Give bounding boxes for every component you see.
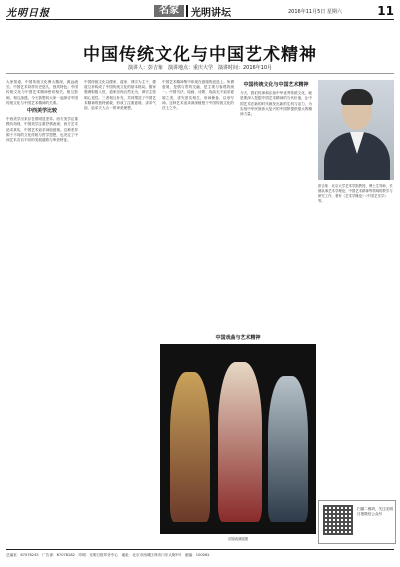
qr-code-icon[interactable] xyxy=(323,505,353,535)
photo-title: 中国戏曲与艺术精神 xyxy=(160,332,316,344)
section-sub-label: 光明讲坛 xyxy=(191,7,231,19)
article-column-4 xyxy=(240,80,312,326)
article-column-1 xyxy=(6,80,78,540)
article-byline: 演讲人：彭吉象 演讲地点：重庆大学 演讲时间：2016年10月 xyxy=(127,65,273,71)
footer-rule xyxy=(6,549,394,550)
masthead xyxy=(6,4,394,18)
photo-caption: 京剧表演剧照 xyxy=(160,534,316,544)
speaker-portrait xyxy=(318,80,394,180)
article-column-3 xyxy=(162,80,234,326)
article-column-2 xyxy=(84,80,156,540)
article-headline: 中国传统文化与中国艺术精神 xyxy=(83,45,317,65)
headline-rule xyxy=(6,73,394,74)
paragraph: 中国传统文化以儒家、道家、禅宗为主干，儒道互补构成了中国传统文化的基本格局。儒家强调积极入世，道家崇尚自然无为，禅宗主张明心见性。三者相互补充，共同塑造了中国艺术精神的独特面貌，形成了注重意境、讲求气韵、追求天人合一的审美理想。 xyxy=(84,80,156,111)
performer-figure xyxy=(268,376,308,522)
portrait-caption: 彭吉象 北京大学艺术学院教授、博士生导师，长期从事艺术学理论、中国艺术精神等领域的教学与研究工作，著有《艺术学概论》《中国艺术学》等。 xyxy=(318,184,393,203)
opera-photo xyxy=(160,332,316,544)
article-column-5 xyxy=(318,222,394,494)
subheading: 中国传统文化与中国艺术精神 xyxy=(243,82,309,88)
section-divider xyxy=(186,5,188,17)
page-number: 11 xyxy=(377,4,394,18)
section-badge xyxy=(154,5,231,17)
qr-code-box xyxy=(318,500,396,544)
paragraph: 大家知道，中国传统文化博大精深，源远流长。中国艺术同样历史悠久，独具特色。中国传统文化与中国艺术精神密切相关，相互影响，相互渗透。今天我想同大家一起探讨中国传统文化与中国艺术精神的关系。 xyxy=(6,80,78,105)
performer-figure xyxy=(170,372,210,522)
masthead-rule xyxy=(6,19,394,20)
portrait-hair xyxy=(341,89,373,105)
performer-figure xyxy=(218,362,262,522)
footer-info: 总编室：67078245 广告部：67078282 印刷：光明日报印务中心 地址：北京市西城区珠市口东大街5号 邮编：100062 xyxy=(6,553,210,557)
paragraph: 中西美学历来存在着明显差异。西方美学注重模仿再现，中国美学注重抒情表现；西方艺术追求真实，中国艺术追求神韵意境。这种差异源于不同的文化传统与哲学思想，也决定了中西艺术各自不同的发展道路与审美特征。 xyxy=(6,117,78,143)
paragraph: 今天，我们传承和弘扬中华优秀传统文化，就是要深入挖掘中国艺术精神的当代价值，让中国艺术在新的时代焕发出新的生机与活力，为实现中华民族伟大复兴的中国梦提供强大的精神力量。 xyxy=(240,91,312,117)
qr-code-text: 扫描二维码，关注光明日报微信公众号 xyxy=(357,507,393,516)
issue-date: 2016年11月5日 星期六 xyxy=(288,9,342,15)
section-label: 名家 xyxy=(154,5,184,17)
subheading: 中西美学比较 xyxy=(26,108,57,115)
paragraph: 中国艺术精神集中体现在意境的创造上。所谓意境，是情与景的交融，是主观与客观的统一。中国书法、绘画、诗歌、戏曲无不追求意境之美，讲究虚实相生、形神兼备、以形写神。这种艺术追求深深植根于中国传统文化的沃土之中。 xyxy=(162,80,234,111)
newspaper-logo: 光明日报 xyxy=(6,8,50,19)
